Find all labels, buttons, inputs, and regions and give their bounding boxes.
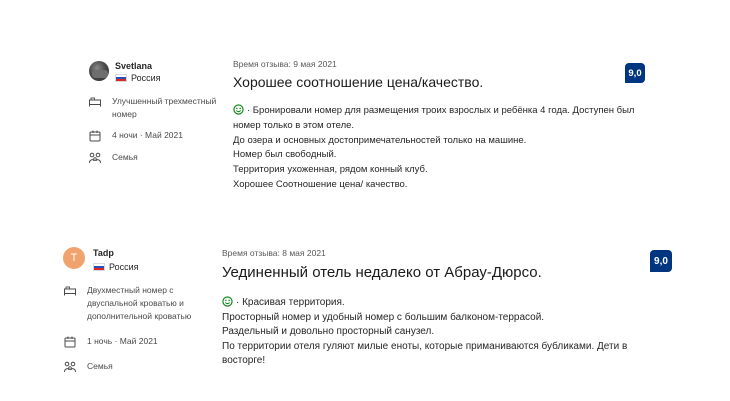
stay-label: 4 ночи · Май 2021 <box>112 130 183 140</box>
reviewer-name: Svetlana <box>115 61 153 71</box>
review-score-badge: 9,0 <box>650 250 672 272</box>
bed-icon <box>63 284 77 298</box>
room-label: Двухместный номер с двуспальной кроватью и дополнительной кроватью <box>87 285 192 322</box>
country-label: Россия <box>109 262 139 272</box>
liked-text: · Бронировали номер для размещения троих взрослых и ребёнка 4 года. Доступен был номер только в этом отеле. <box>233 105 635 131</box>
review-date: Время отзыва: 8 мая 2021 <box>222 248 326 258</box>
room-type <box>63 284 203 324</box>
traveler-label: Семья <box>112 152 138 162</box>
liked-text: · Красивая территория. <box>236 297 345 308</box>
avatar <box>63 247 85 269</box>
review-liked-text <box>222 296 652 369</box>
stay-label: 1 ночь · Май 2021 <box>87 336 158 346</box>
liked-line: По территории отеля гуляют милые еноты, которые приманиваются бубликами. Дети в восторге! <box>222 340 628 367</box>
review-date: Время отзыва: 9 мая 2021 <box>233 59 337 69</box>
calendar-icon <box>63 335 77 349</box>
review-title: Уединенный отель недалеко от Абрау-Дюрсо. <box>222 264 542 281</box>
liked-line: Раздельный и довольно просторный санузел. <box>222 326 435 338</box>
review-title: Хорошее соотношение цена/качество. <box>233 74 484 90</box>
room-label: Улучшенный трехместный номер <box>112 96 217 120</box>
avatar-letter: T <box>70 252 78 264</box>
liked-line: До озера и основных достопримечательностей только на машине. <box>233 134 527 146</box>
reviewer-country <box>93 262 139 272</box>
stay-info <box>63 335 203 349</box>
family-icon <box>63 360 77 374</box>
liked-line: Хорошее Соотношение цена/ качество. <box>233 178 408 190</box>
russia-flag-icon <box>93 263 105 271</box>
traveler-type <box>63 360 203 374</box>
review-score-badge: 9,0 <box>625 63 645 83</box>
liked-line: Территория ухоженная, рядом конный клуб. <box>233 164 428 176</box>
traveler-label: Семья <box>87 361 113 371</box>
liked-line: Номер был свободный. <box>233 149 337 161</box>
liked-line: Просторный номер и удобный номер с большим балконом-террасой. <box>222 311 545 323</box>
smile-icon <box>222 296 233 307</box>
liked-line <box>222 296 652 311</box>
country-label: Россия <box>131 73 161 83</box>
reviewer-name: Tadp <box>93 248 114 258</box>
